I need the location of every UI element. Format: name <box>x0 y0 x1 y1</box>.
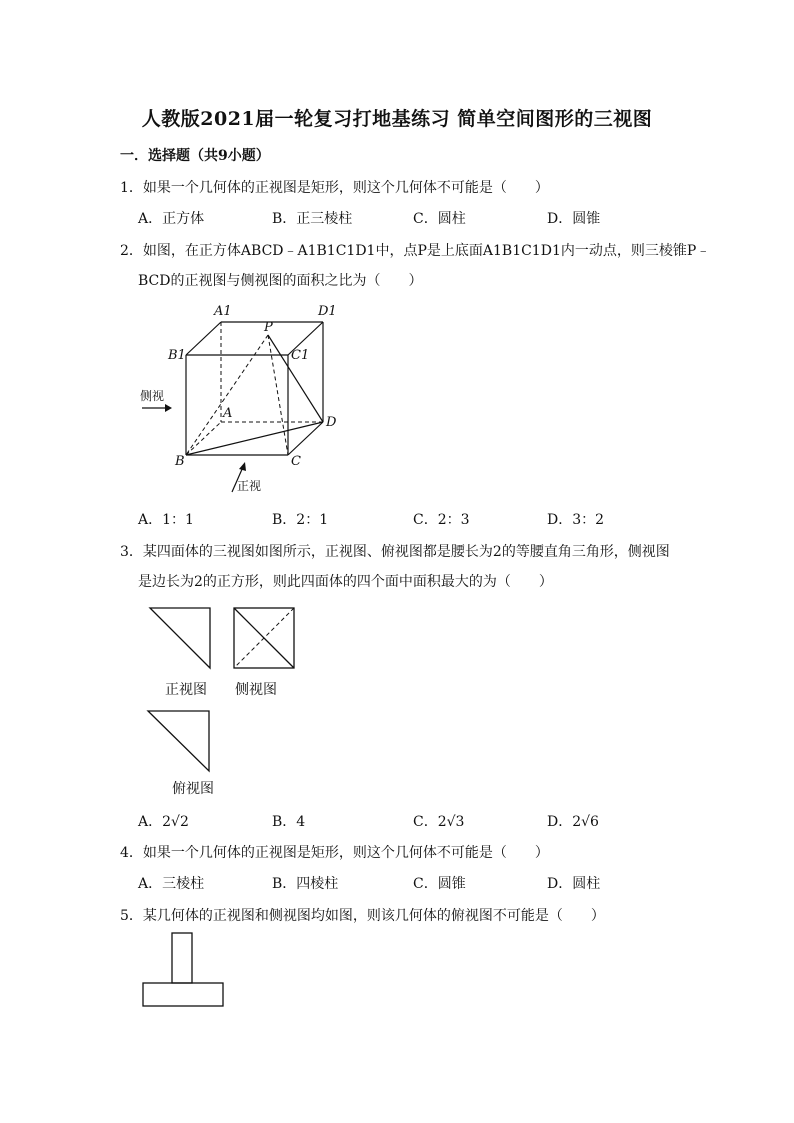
cube-figure <box>130 295 360 505</box>
caption-front-view: 正视图 <box>165 682 207 698</box>
hidden-edge-p-c <box>268 335 288 455</box>
question-1-option-a: A．正方体 <box>138 211 205 227</box>
question-2-option-a: A．1：1 <box>138 512 194 528</box>
label-a: A <box>223 406 233 421</box>
question-4-option-a: A．三棱柱 <box>138 876 205 892</box>
label-c1: C1 <box>291 348 310 363</box>
question-4-option-d: D．圆柱 <box>547 876 601 892</box>
question-3-option-b: B．4 <box>272 814 306 830</box>
question-3-stem-line-1: 3．某四面体的三视图如图所示，正视图、俯视图都是腰长为2的等腰直角三角形，侧视图 <box>120 544 670 560</box>
question-3-option-d: D．2√6 <box>547 814 599 830</box>
label-b1: B1 <box>168 348 186 363</box>
label-d1: D1 <box>318 304 337 319</box>
three-view-figure <box>140 600 310 810</box>
front-view-triangle <box>150 608 210 668</box>
label-c: C <box>291 454 301 469</box>
question-1-stem: 1．如果一个几何体的正视图是矩形，则这个几何体不可能是（ ） <box>120 180 549 196</box>
question-3-option-a: A．2√2 <box>138 814 189 830</box>
hidden-edge-b-a <box>186 422 221 455</box>
front-view-arrow-icon <box>239 462 246 471</box>
question-2-stem-line-1: 2．如图，在正方体ABCD﹣A1B1C1D1中，点P是上底面A1B1C1D1内一动点，则三棱锥P﹣ <box>120 243 711 259</box>
question-2-stem-line-2: BCD的正视图与侧视图的面积之比为（ ） <box>138 273 423 289</box>
label-p: P <box>264 320 273 335</box>
label-a1: A1 <box>214 304 232 319</box>
section-heading: 一．选择题（共9小题） <box>120 148 270 164</box>
top-view-triangle <box>148 711 209 771</box>
question-4-stem: 4．如果一个几何体的正视图是矩形，则这个几何体不可能是（ ） <box>120 845 549 861</box>
caption-side-view: 侧视图 <box>235 682 277 698</box>
question-1-option-c: C．圆柱 <box>413 211 466 227</box>
question-2-option-c: C．2：3 <box>413 512 470 528</box>
question-4-option-c: C．圆锥 <box>413 876 466 892</box>
question-3-option-c: C．2√3 <box>413 814 465 830</box>
edge-b-d <box>186 422 323 455</box>
question-2-option-b: B．2：1 <box>272 512 329 528</box>
question-2-option-d: D．3：2 <box>547 512 605 528</box>
label-d: D <box>326 415 337 430</box>
t-shape-figure <box>138 928 233 1013</box>
question-5-stem: 5．某几何体的正视图和侧视图均如图，则该几何体的俯视图不可能是（ ） <box>120 908 605 924</box>
question-4-option-b: B．四棱柱 <box>272 876 339 892</box>
t-shape-lower-rect <box>143 983 223 1006</box>
page-title: 人教版2021届一轮复习打地基练习 简单空间图形的三视图 <box>141 108 653 130</box>
label-b: B <box>175 454 185 469</box>
edge-c-d <box>288 422 323 455</box>
label-side-view: 侧视 <box>140 389 165 403</box>
edge-b1-a1 <box>186 322 221 355</box>
question-1-option-d: D．圆锥 <box>547 211 601 227</box>
question-1-option-b: B．正三棱柱 <box>272 211 353 227</box>
question-3-stem-line-2: 是边长为2的正方形，则此四面体的四个面中面积最大的为（ ） <box>138 574 553 590</box>
label-front-view: 正视 <box>237 479 262 493</box>
hidden-edge-p-b <box>186 335 268 455</box>
caption-top-view: 俯视图 <box>172 781 214 797</box>
side-view-arrow-icon <box>165 404 172 412</box>
t-shape-upper-rect <box>172 933 192 983</box>
